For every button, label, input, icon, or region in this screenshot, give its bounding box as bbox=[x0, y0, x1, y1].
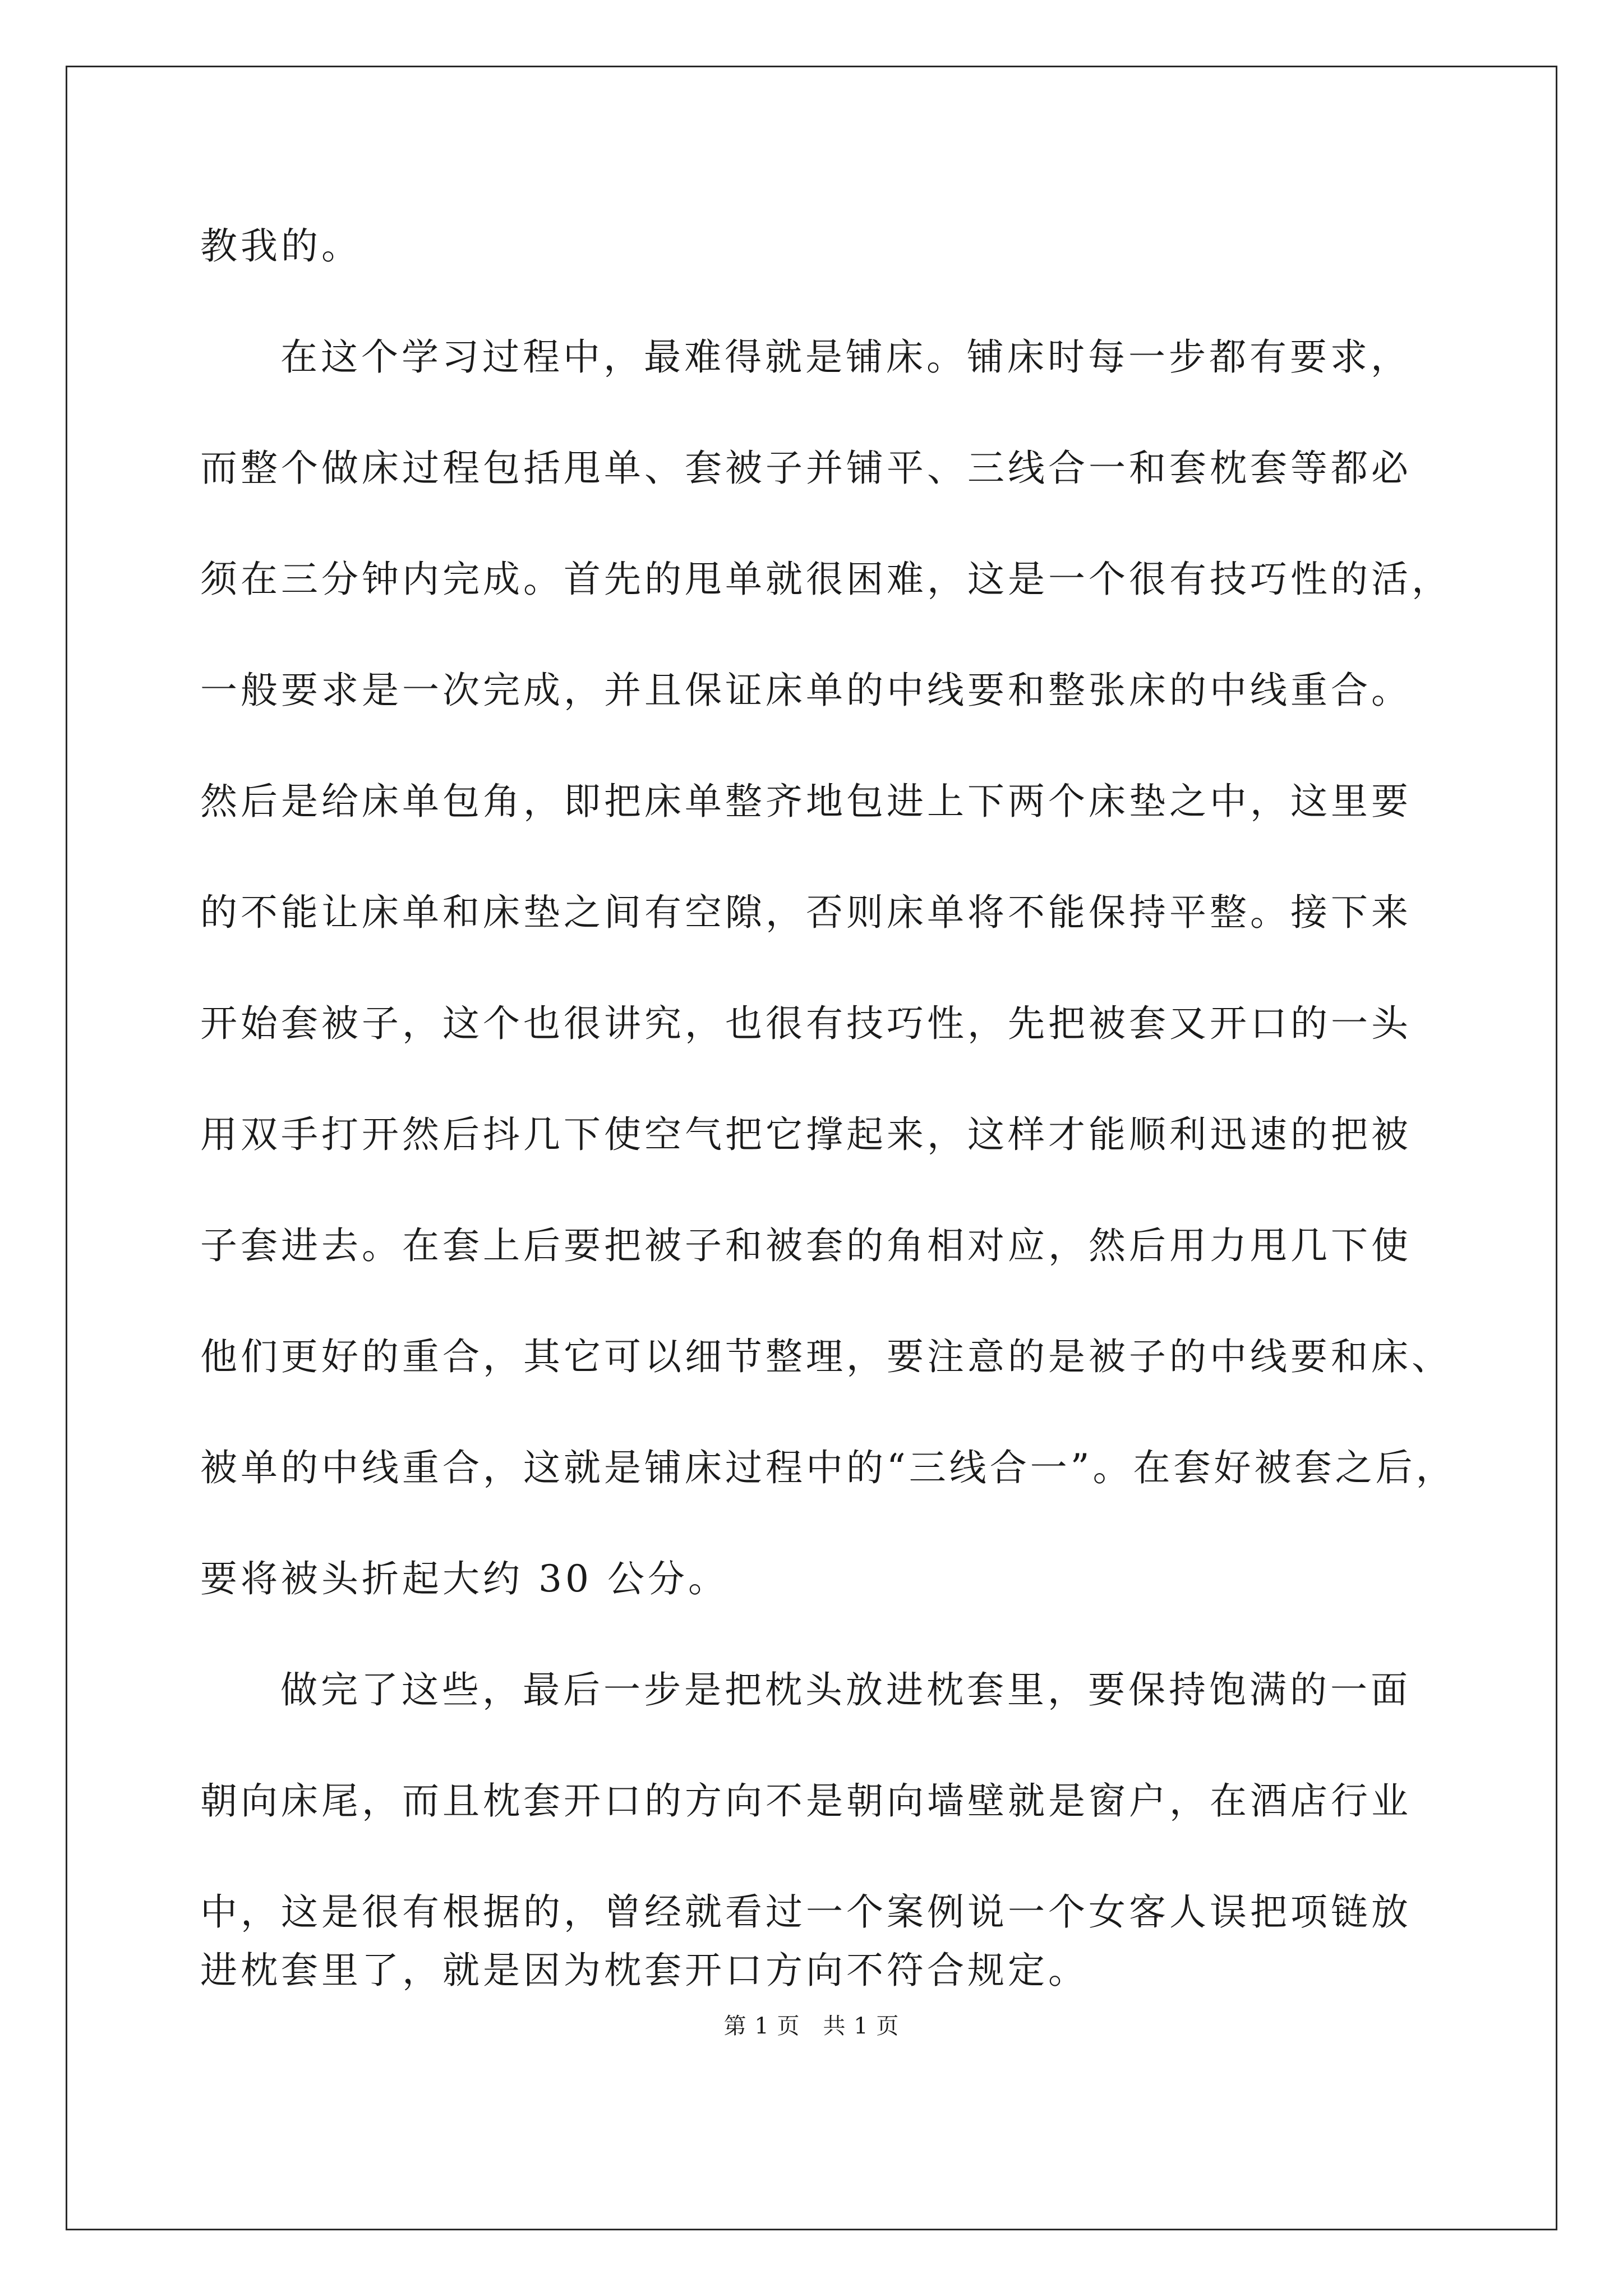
text-line: 的不能让床单和床垫之间有空隙，否则床单将不能保持平整。接下来 bbox=[200, 891, 1412, 934]
text-line: 须在三分钟内完成。首先的甩单就很困难，这是一个很有技巧性的活， bbox=[200, 558, 1452, 601]
text-line: 而整个做床过程包括甩单、套被子并铺平、三线合一和套枕套等都必 bbox=[200, 447, 1412, 490]
text-line: 他们更好的重合，其它可以细节整理，要注意的是被子的中线要和床、 bbox=[200, 1335, 1452, 1378]
text-line: 被单的中线重合，这就是铺床过程中的“三线合一”。在套好被套之后， bbox=[200, 1446, 1456, 1489]
text-line: 用双手打开然后抖几下使空气把它撑起来，这样才能顺利迅速的把被 bbox=[200, 1113, 1412, 1156]
text-line: 开始套被子，这个也很讲究，也很有技巧性，先把被套又开口的一头 bbox=[200, 1002, 1412, 1045]
text-line: 中，这是很有根据的，曾经就看过一个案例说一个女客人误把项链放 bbox=[200, 1890, 1412, 1934]
paragraph-first-line: 在这个学习过程中，最难得就是铺床。铺床时每一步都有要求， bbox=[280, 335, 1411, 379]
paragraph-first-line: 做完了这些，最后一步是把枕头放进枕套里，要保持饱满的一面 bbox=[280, 1668, 1411, 1711]
text-line: 子套进去。在套上后要把被子和被套的角相对应，然后用力甩几下使 bbox=[200, 1224, 1412, 1267]
text-line: 朝向床尾，而且枕套开口的方向不是朝向墙壁就是窗户，在酒店行业 bbox=[200, 1779, 1412, 1823]
text-line: 要将被头折起大约 30 公分。 bbox=[200, 1557, 728, 1600]
page-number: 第 1 页 共 1 页 bbox=[723, 2013, 900, 2039]
text-line: 一般要求是一次完成，并且保证床单的中线要和整张床的中线重合。 bbox=[200, 669, 1412, 712]
text-line: 教我的。 bbox=[200, 224, 362, 268]
text-line: 然后是给床单包角，即把床单整齐地包进上下两个床垫之中，这里要 bbox=[200, 780, 1412, 823]
text-line: 进枕套里了，就是因为枕套开口方向不符合规定。 bbox=[200, 1949, 1089, 1992]
